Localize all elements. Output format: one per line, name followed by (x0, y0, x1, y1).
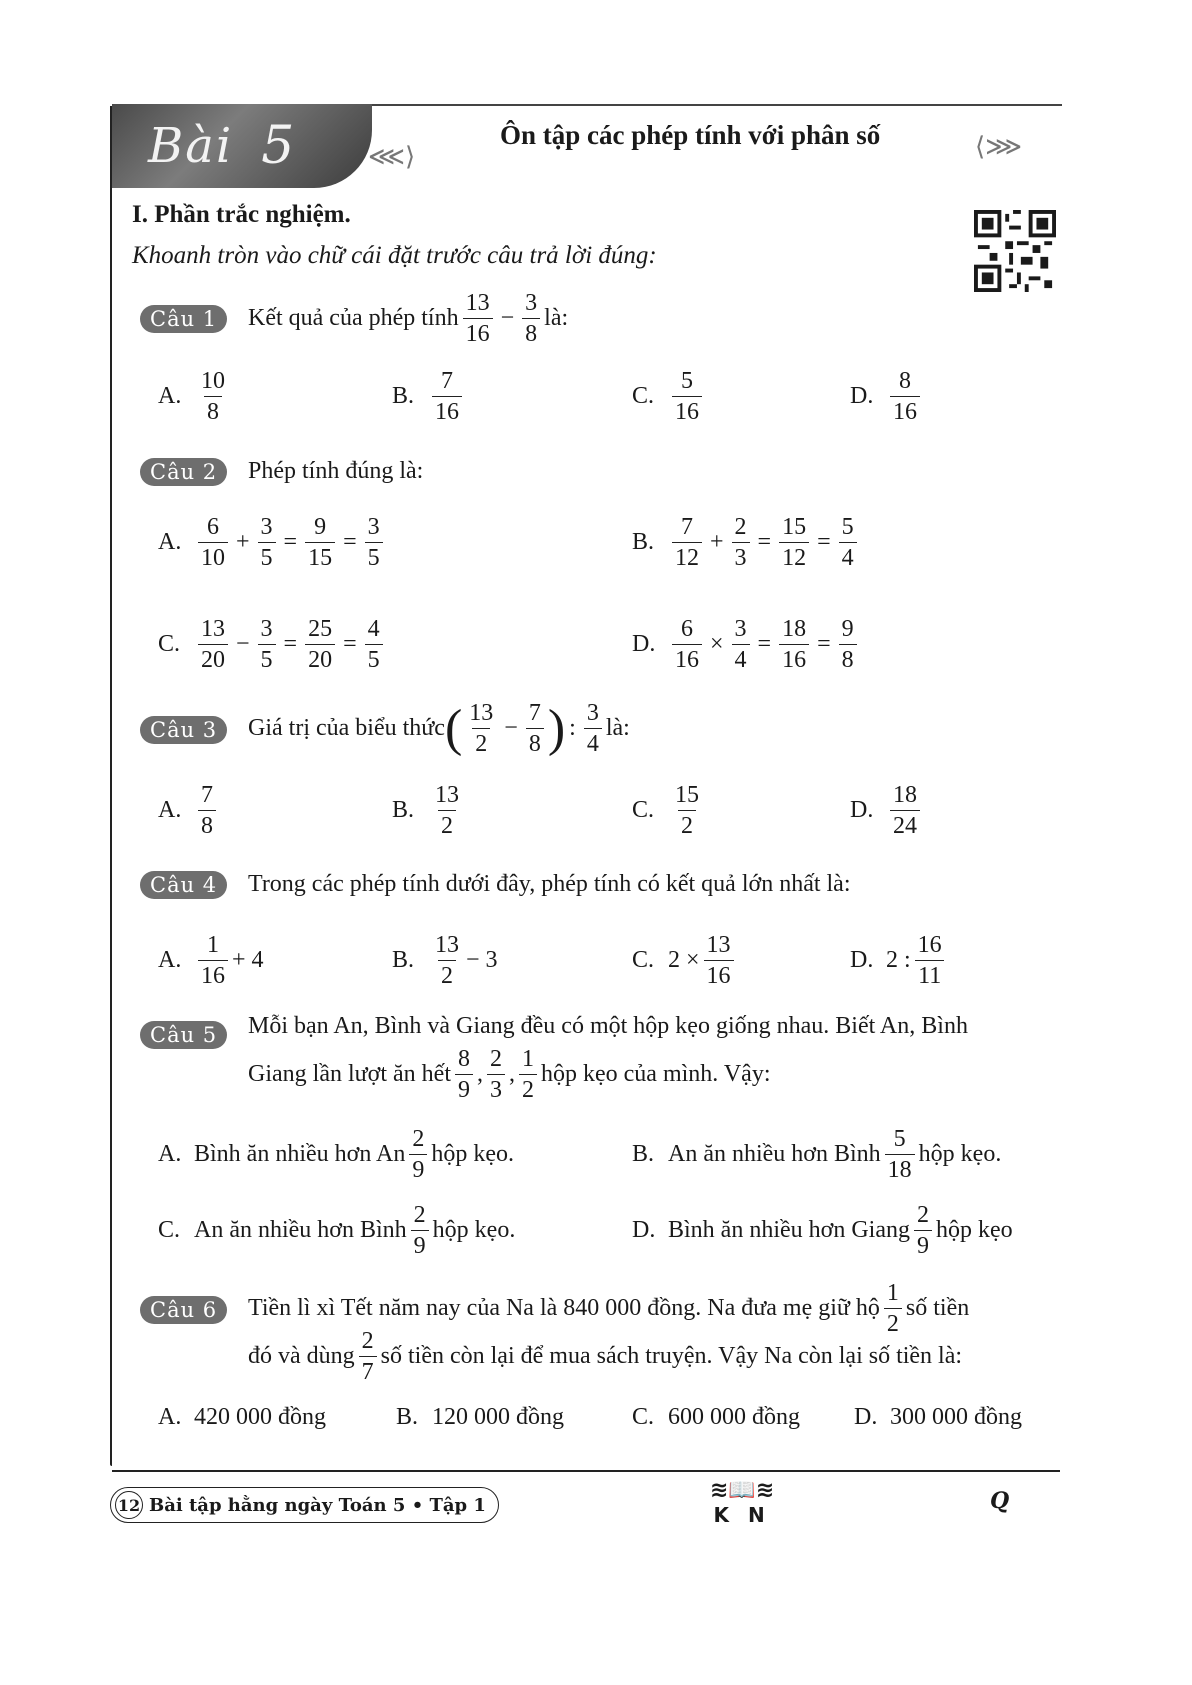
publisher-logo (710, 1478, 774, 1527)
question-3-text: Giá trị của biểu thức ( $\frac{13}{2}$ − $\frac{7}{8}$ ) : $\frac{3}{4}$ là: (248, 699, 630, 757)
q1-option-b[interactable]: B. $\frac{7}{16}$ (392, 366, 466, 427)
q1-option-d[interactable]: D. $\frac{8}{16}$ (850, 366, 924, 427)
footer-book-info (110, 1487, 499, 1523)
question-1-label: Câu 1 (140, 305, 227, 333)
question-4-text: Trong các phép tính dưới đây, phép tính có kết quả lớn nhất là: (248, 871, 851, 897)
publisher-logo-text: K N (713, 1503, 771, 1527)
book-icon: ≋📖≋ (710, 1478, 775, 1503)
header-rule (360, 104, 1062, 106)
q3-option-d[interactable]: D. $\frac{18}{24}$ (850, 780, 924, 841)
q2-option-a[interactable]: A. $\frac{6}{10}$ + $\frac{3}{5}$ = $\frac{9}{15}$ = $\frac{3}{5}$ (158, 512, 387, 573)
section-title: I. Phần trắc nghiệm. (132, 201, 351, 228)
badge-number: 5 (261, 116, 297, 176)
question-4-label: Câu 4 (140, 871, 227, 899)
qr-code-icon[interactable] (974, 210, 1056, 292)
question-6-line-2: đó và dùng $\frac{2}{7}$ số tiền còn lại để mua sách truyện. Vậy Na còn lại số tiền là: (248, 1328, 963, 1385)
q1-option-c[interactable]: C. $\frac{5}{16}$ (632, 366, 706, 427)
question-2-text: Phép tính đúng là: (248, 458, 424, 484)
q2-option-b[interactable]: B. $\frac{7}{12}$ + $\frac{2}{3}$ = $\frac{15}{12}$ = $\frac{5}{4}$ (632, 512, 861, 573)
q3-option-b[interactable]: B. $\frac{13}{2}$ (392, 782, 459, 839)
question-6-line-1: Tiền lì xì Tết năm nay của Na là 840 000 đồng. Na đưa mẹ giữ hộ $\frac{1}{2}$ số tiền (248, 1280, 970, 1337)
fraction: $\frac{3}{8}$ (522, 288, 540, 349)
book-title: Bài tập hằng ngày Toán 5 • Tập 1 (149, 1494, 486, 1516)
q4-option-a[interactable]: A. $\frac{1}{16}$ + 4 (158, 932, 264, 989)
question-5-line-1: Mỗi bạn An, Bình và Giang đều có một hộp kẹo giống nhau. Biết An, Bình (248, 1013, 968, 1039)
page-frame-bottom (112, 1470, 1060, 1472)
corner-mark: Q (990, 1488, 1010, 1514)
q6-option-a[interactable]: A. 420 000 đồng (158, 1404, 326, 1430)
question-5-line-2: Giang lần lượt ăn hết $\frac{8}{9}$ , $\frac{2}{3}$ , $\frac{1}{2}$ hộp kẹo của mình. Vậy: (248, 1046, 771, 1103)
q4-option-c[interactable]: C. 2 × $\frac{13}{16}$ (632, 930, 738, 991)
q3-option-a[interactable]: A. $\frac{7}{8}$ (158, 780, 220, 841)
page-number: 12 (115, 1491, 143, 1519)
q2-option-c[interactable]: C. $\frac{13}{20}$ − $\frac{3}{5}$ = $\frac{25}{20}$ = $\frac{4}{5}$ (158, 614, 387, 675)
q5-option-c[interactable]: C. An ăn nhiều hơn Bình $\frac{2}{9}$ hộp kẹo. (158, 1202, 516, 1259)
fish-decoration-icon: ⟨⋙ (975, 132, 1023, 161)
fish-decoration-icon: ⋘⟩ (368, 142, 416, 171)
q6-option-c[interactable]: C. 600 000 đồng (632, 1404, 800, 1430)
question-6-label: Câu 6 (140, 1296, 227, 1324)
q3-option-c[interactable]: C. $\frac{15}{2}$ (632, 782, 699, 839)
question-5-label: Câu 5 (140, 1021, 227, 1049)
question-1-text: Kết quả của phép tính $\frac{13}{16}$ − $\frac{3}{8}$ là: (248, 290, 569, 347)
badge-word: Bài (148, 118, 234, 174)
question-2-label: Câu 2 (140, 458, 227, 486)
q6-option-b[interactable]: B. 120 000 đồng (396, 1404, 564, 1430)
q5-option-d[interactable]: D. Bình ăn nhiều hơn Giang $\frac{2}{9}$ hộp kẹo (632, 1202, 1013, 1259)
q2-option-d[interactable]: D. $\frac{6}{16}$ × $\frac{3}{4}$ = $\frac{18}{16}$ = $\frac{9}{8}$ (632, 614, 861, 675)
question-3-label: Câu 3 (140, 716, 227, 744)
fraction: $\frac{13}{16}$ (463, 288, 493, 349)
q1-option-a[interactable]: A. $\frac{10}{8}$ (158, 368, 225, 425)
page-frame-left (110, 106, 112, 1466)
q4-option-b[interactable]: B. $\frac{13}{2}$ − 3 (392, 932, 498, 989)
section-instruction: Khoanh tròn vào chữ cái đặt trước câu trả lời đúng: (132, 242, 657, 269)
q4-option-d[interactable]: D. 2 : $\frac{16}{11}$ (850, 930, 949, 991)
q5-option-b[interactable]: B. An ăn nhiều hơn Bình $\frac{5}{18}$ hộp kẹo. (632, 1126, 1002, 1183)
lesson-title: Ôn tập các phép tính với phân số (500, 120, 881, 150)
q6-option-d[interactable]: D. 300 000 đồng (854, 1404, 1022, 1430)
lesson-badge (112, 104, 372, 188)
q5-option-a[interactable]: A. Bình ăn nhiều hơn An $\frac{2}{9}$ hộp kẹo. (158, 1126, 515, 1183)
